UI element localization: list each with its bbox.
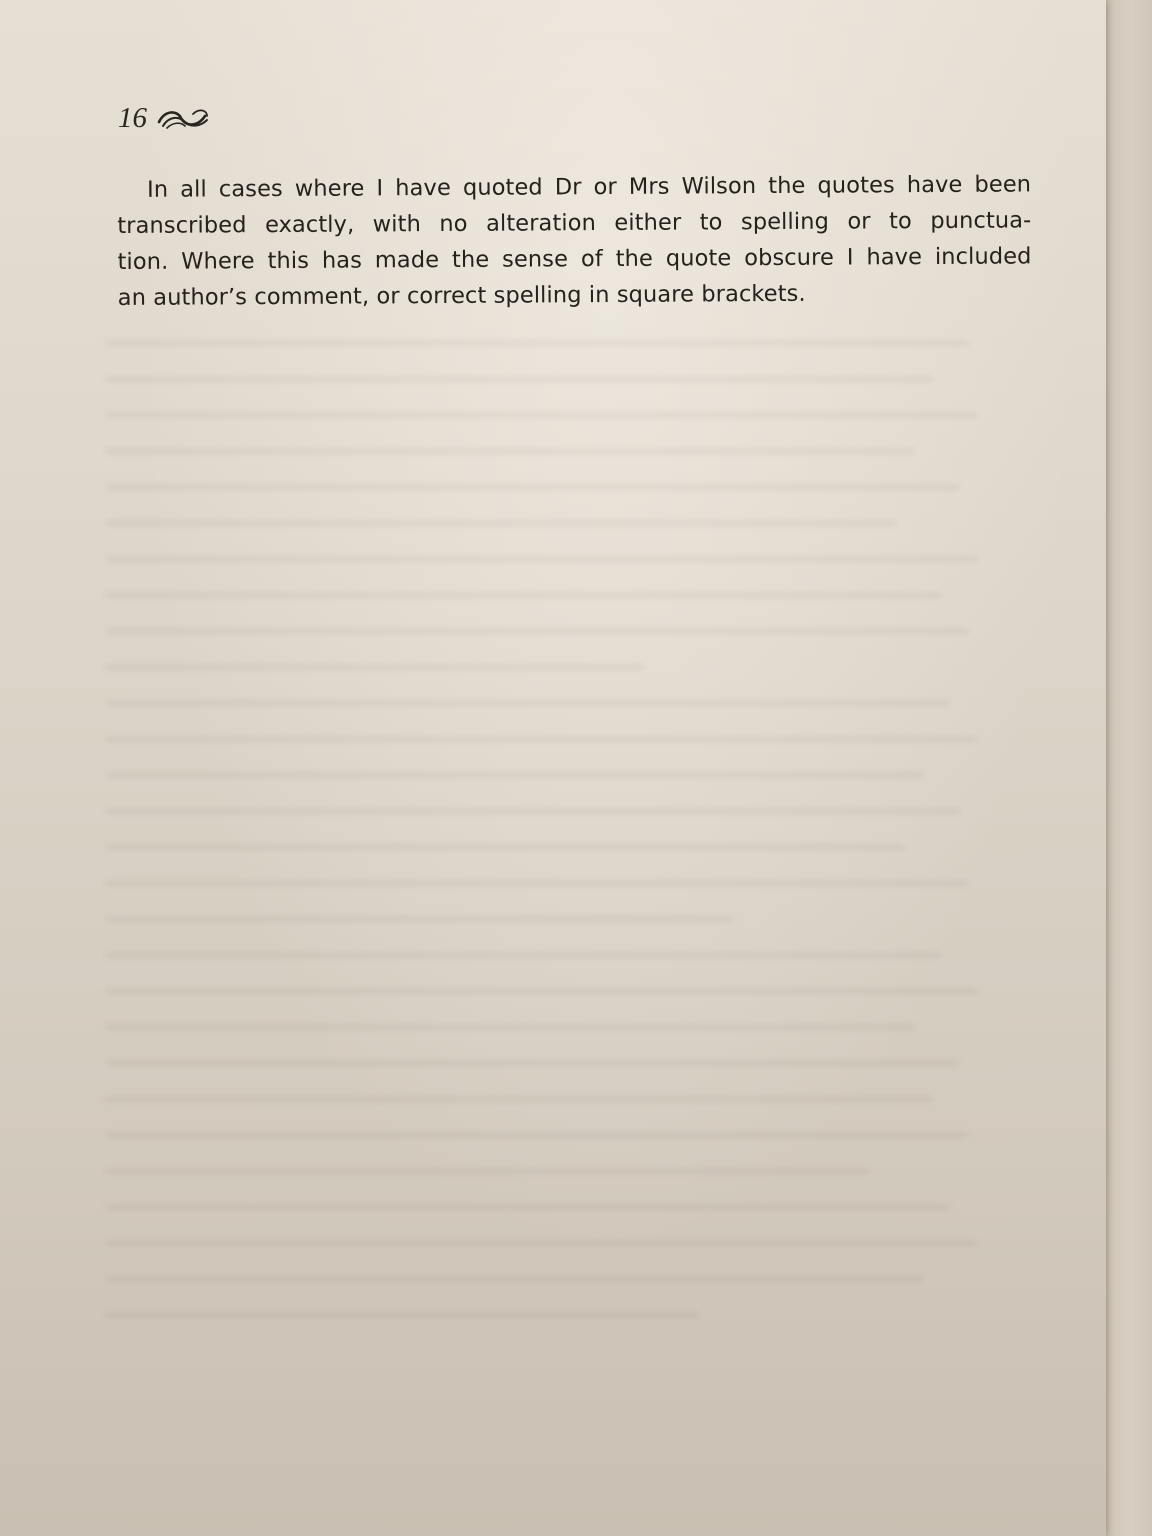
next-page-edge <box>1100 0 1152 1536</box>
page-header <box>118 104 211 133</box>
page-number: 16 <box>118 102 147 134</box>
reverse-side-show-through <box>105 340 1005 1440</box>
paragraph-line-3: tion. Where this has made the sense of the quote obscure I have included <box>117 243 1032 275</box>
paragraph-line-2: transcribed exactly, with no alteration either to spelling or to punctua- <box>117 207 1032 239</box>
paragraph-line-1: In all cases where I have quoted Dr or Mrs Wilson the quotes have been <box>147 171 1032 203</box>
paragraph <box>117 166 1032 316</box>
paragraph-line-4: an author’s comment, or correct spelling in square brackets. <box>117 280 806 311</box>
flourish-ornament-icon <box>155 106 211 132</box>
